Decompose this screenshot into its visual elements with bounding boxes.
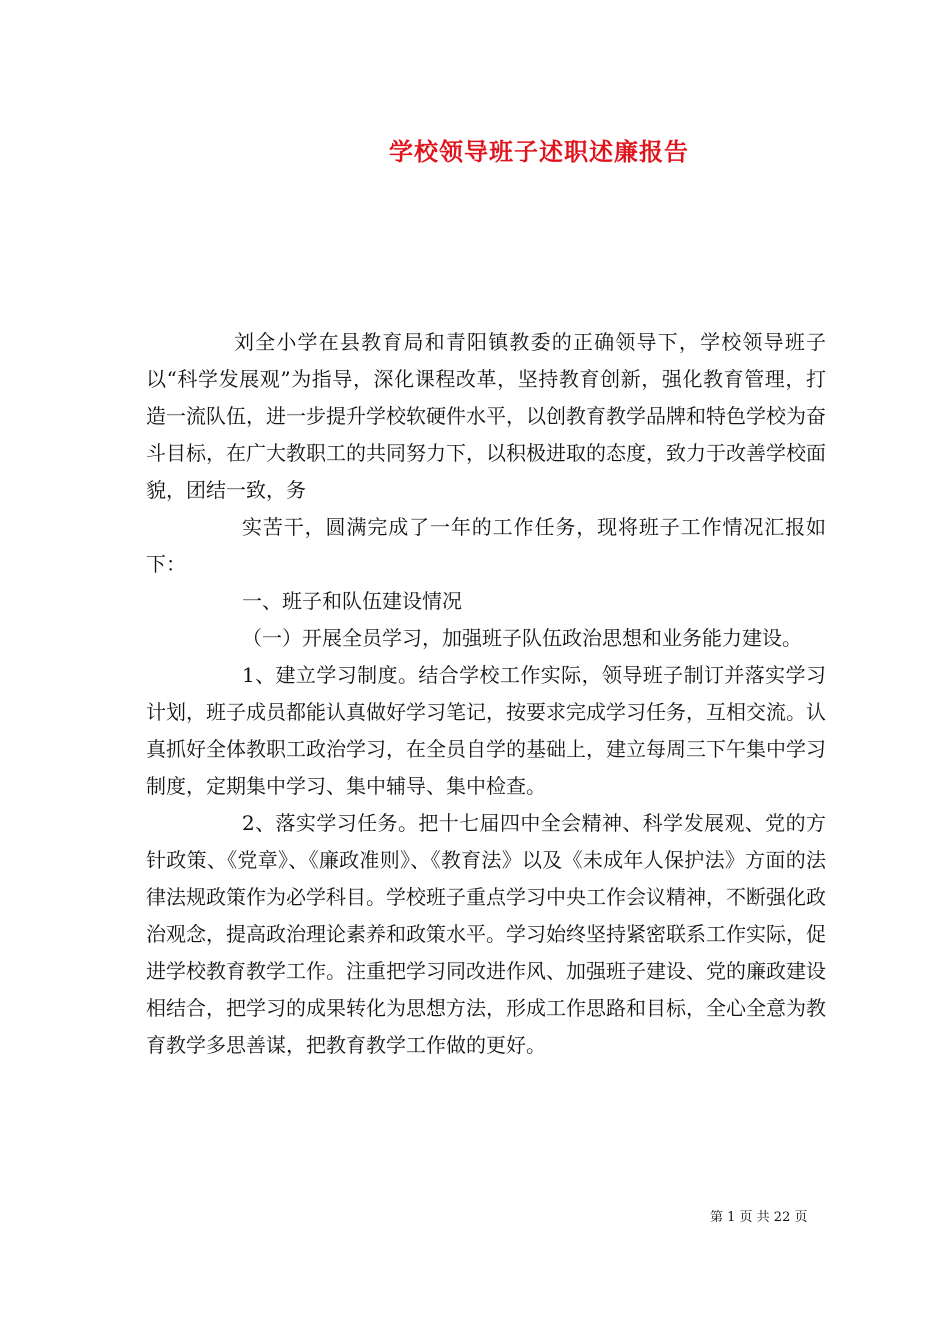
paragraph-intro: 刘全小学在县教育局和青阳镇教委的正确领导下，学校领导班子以“科学发展观”为指导，深化课程改革，坚持教育创新，强化教育管理，打造一流队伍，进一步提升学校软硬件水平，以创教育教学品牌和特色学校为奋斗目标，在广大教职工的共同努力下，以积极进取的态度，致力于改善学校面貌，团结一致，务	[146, 330, 826, 502]
paragraph-study-tasks: 2、落实学习任务。把十七届四中全会精神、科学发展观、党的方针政策、《党章》、《廉政准则》、《教育法》以及《未成年人保护法》方面的法律法规政策作为必学科目。学校班子重点学习中央工作会议精神，不断强化政治观念，提高政治理论素养和政策水平。学习始终坚持紧密联系工作实际，促进学校教育教学工作。注重把学习同改进作风、加强班子建设、党的廉政建设相结合，把学习的成果转化为思想方法，形成工作思路和目标，全心全意为教育教学多思善谋，把教育教学工作做的更好。	[146, 811, 826, 1057]
section-heading: 一、班子和队伍建设情况	[242, 589, 462, 613]
paragraph-intro-continued: 实苦干，圆满完成了一年的工作任务，现将班子工作情况汇报如下：	[146, 515, 826, 576]
paragraph-study-system: 1、建立学习制度。结合学校工作实际，领导班子制订并落实学习计划，班子成员都能认真做好学习笔记，按要求完成学习任务，互相交流。认真抓好全体教职工政治学习，在全员自学的基础上，建立每周三下午集中学习制度，定期集中学习、集中辅导、集中检查。	[146, 663, 826, 798]
document-title: 学校领导班子述职述廉报告	[389, 137, 689, 166]
page-number: 第 1 页 共 22 页	[710, 1210, 808, 1225]
document-body	[146, 324, 826, 1064]
subsection-heading: （一）开展全员学习，加强班子队伍政治思想和业务能力建设。	[242, 626, 802, 650]
